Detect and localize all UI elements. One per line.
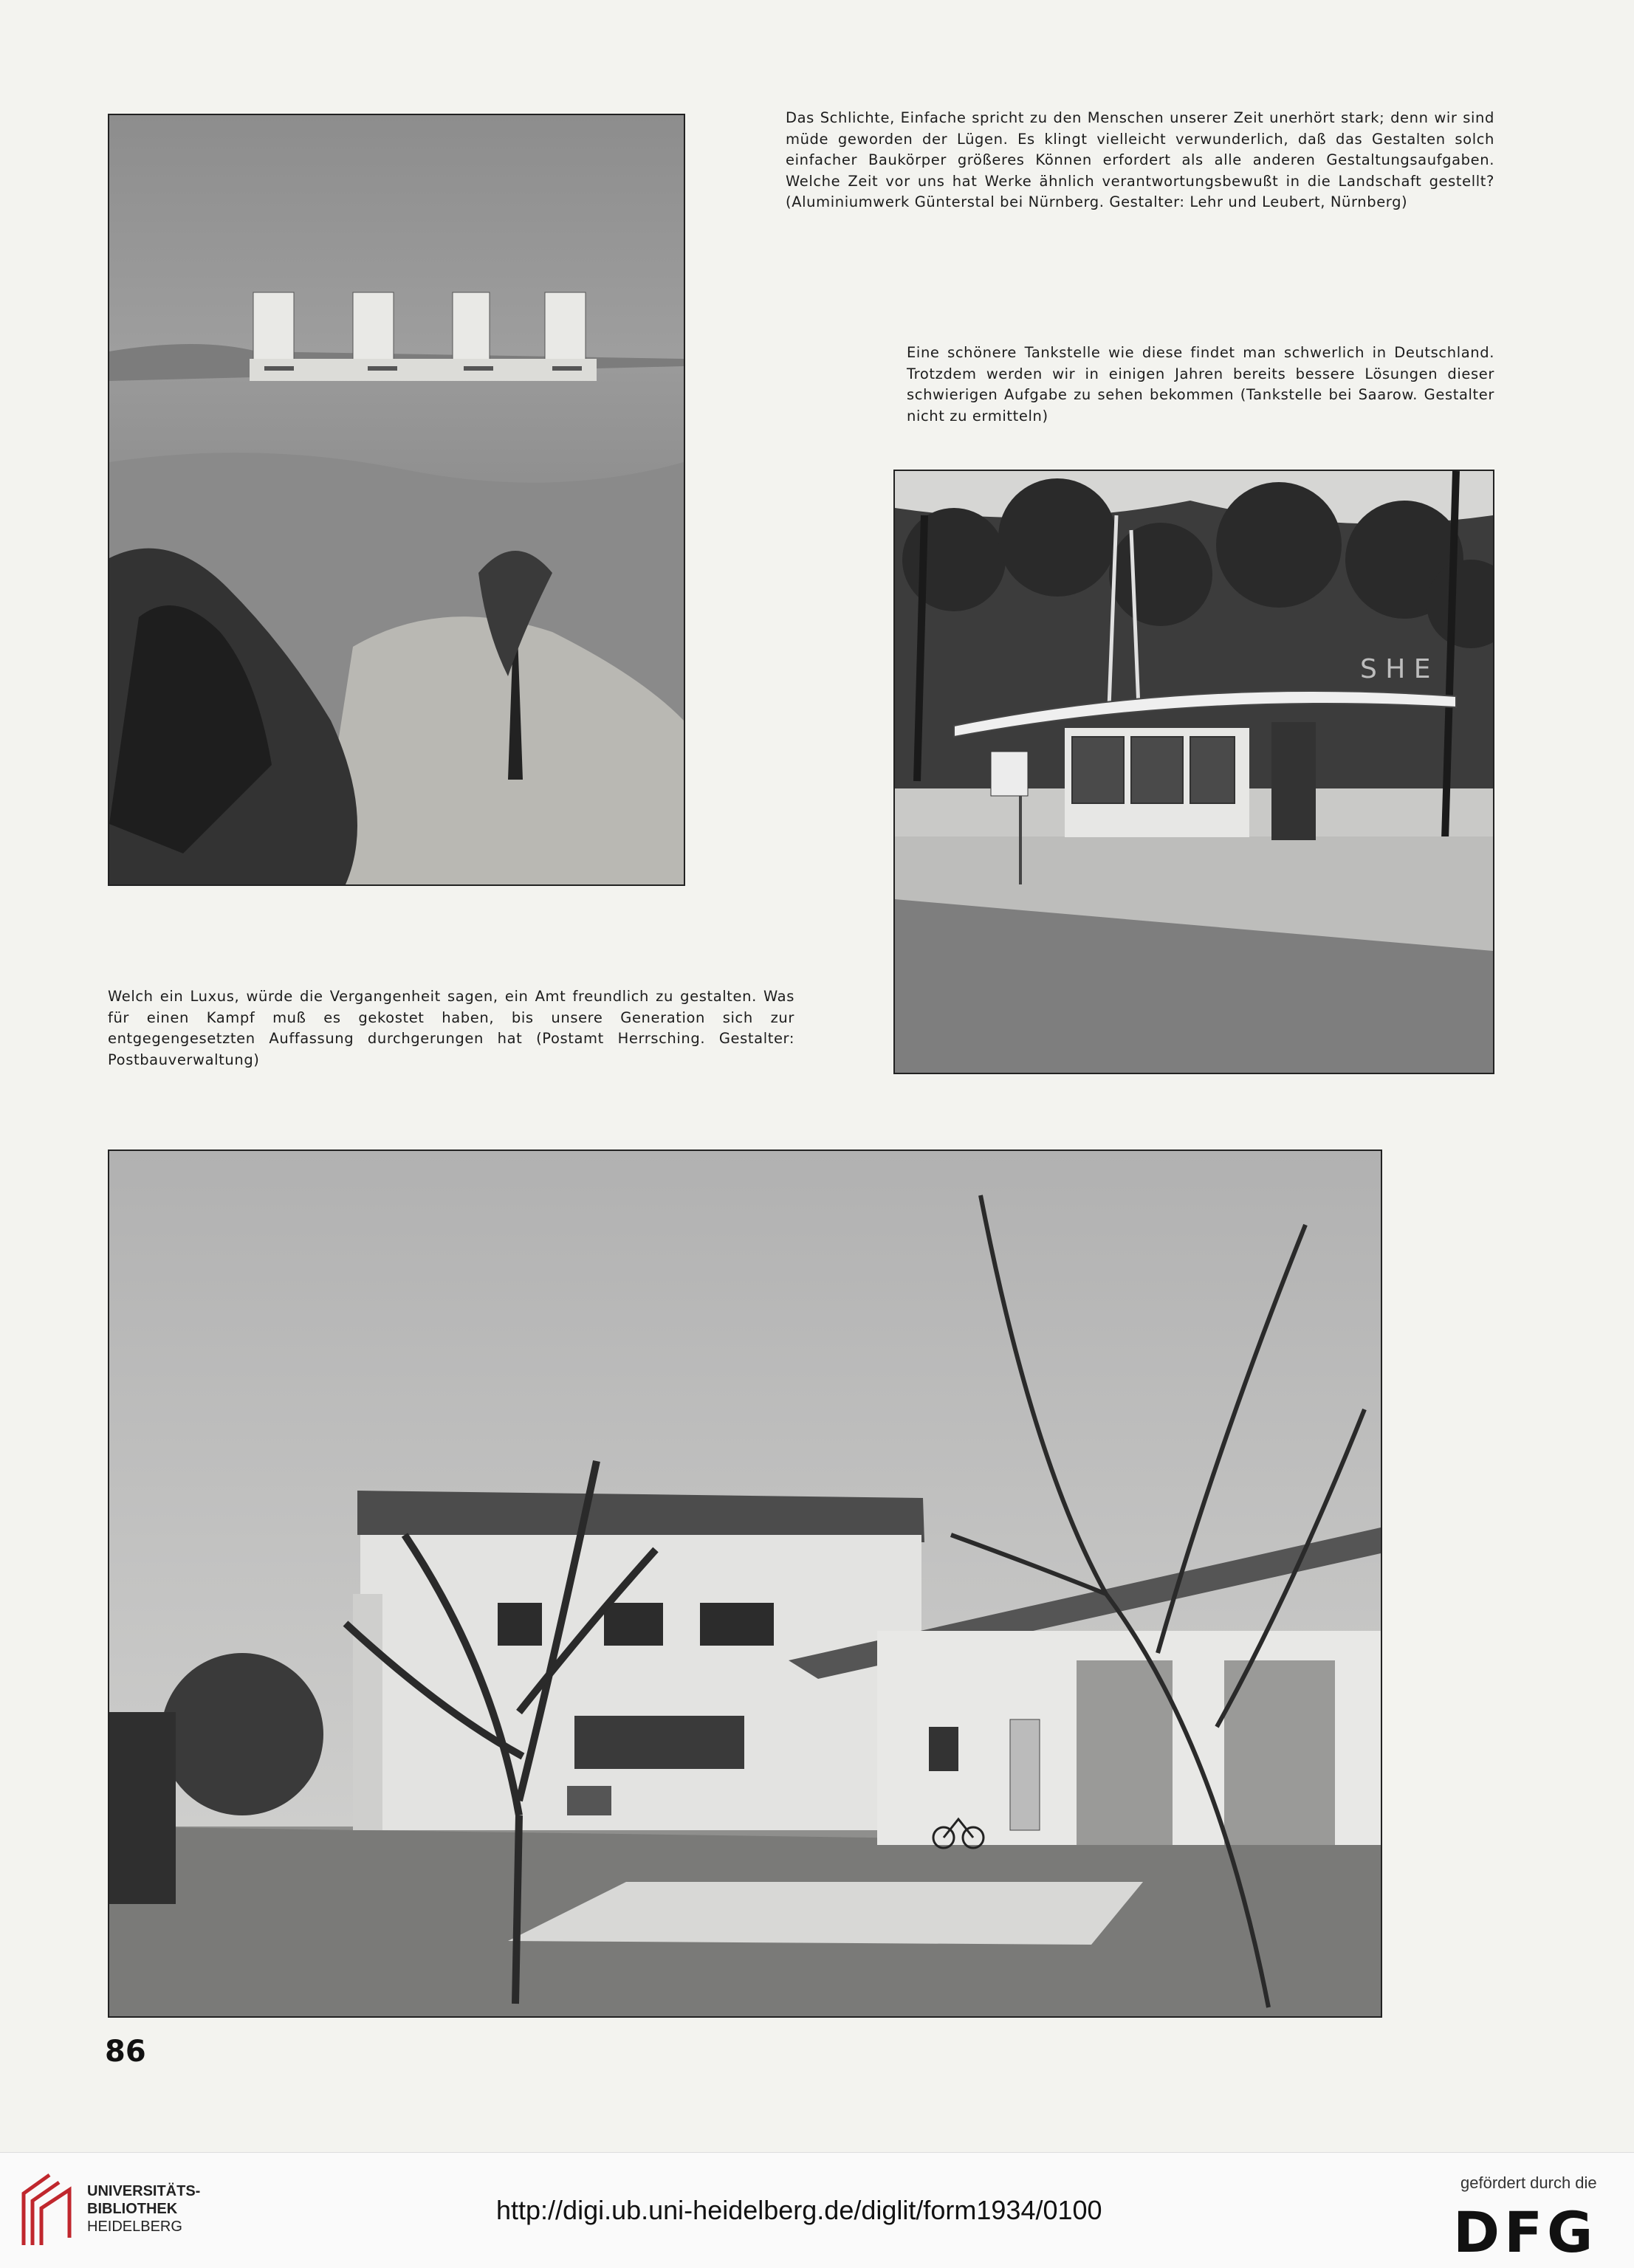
- caption-aluminium-works: Das Schlichte, Einfache spricht zu den Menschen unserer Zeit unerhört stark; denn wir sind müde geworden der Lügen. Es klingt vielleicht verwunderlich, daß das Gestalten solch einfacher Baukörper größeres Können erfordert als alle anderen Gestaltungsaufgaben. Welche Zeit vor uns hat Werke ähnlich verantwortungsbewußt in die Landschaft gestellt? (Aluminiumwerk Günterstal bei Nürnberg. Gestalter: Lehr und Leubert, Nürnberg): [786, 109, 1494, 211]
- library-line-2: BIBLIOTHEK: [87, 2201, 178, 2217]
- funding-label: gefördert durch die: [1460, 2174, 1597, 2192]
- digitization-footer: [0, 2152, 1634, 2268]
- photo-petrol-station: [893, 470, 1494, 1074]
- library-line-1: UNIVERSITÄTS-: [87, 2183, 201, 2199]
- photo-post-office: [108, 1150, 1382, 2018]
- library-line-3: HEIDELBERG: [87, 2219, 182, 2235]
- photo-aluminium-works: [108, 114, 685, 886]
- caption-petrol-station: Eine schönere Tankstelle wie diese findet man schwerlich in Deutschland. Trotzdem werden wir in einigen Jahren bereits bessere Lösungen dieser schwierigen Aufgabe zu sehen bekommen (Tankstelle bei Saarow. Gestalter nicht zu ermitteln): [907, 344, 1494, 425]
- caption-post-office: Welch ein Luxus, würde die Vergangenheit sagen, ein Amt freundlich zu gestalten. Was für einen Kampf muß es gekostet haben, bis unsere Generation sich zur entgegengesetzten Auffassung durchgerungen hat (Postamt Herrsching. Gestalter: Postbauverwaltung): [108, 988, 794, 1068]
- dfg-logo[interactable]: DFG: [1453, 2199, 1598, 2265]
- university-library-logo[interactable]: [16, 2168, 75, 2252]
- library-name[interactable]: [87, 2182, 200, 2236]
- station-sign: S H E: [1360, 654, 1431, 684]
- source-url-link[interactable]: http://digi.ub.uni-heidelberg.de/diglit/form1934/0100: [496, 2195, 1102, 2225]
- page-number: 86: [105, 2035, 146, 2069]
